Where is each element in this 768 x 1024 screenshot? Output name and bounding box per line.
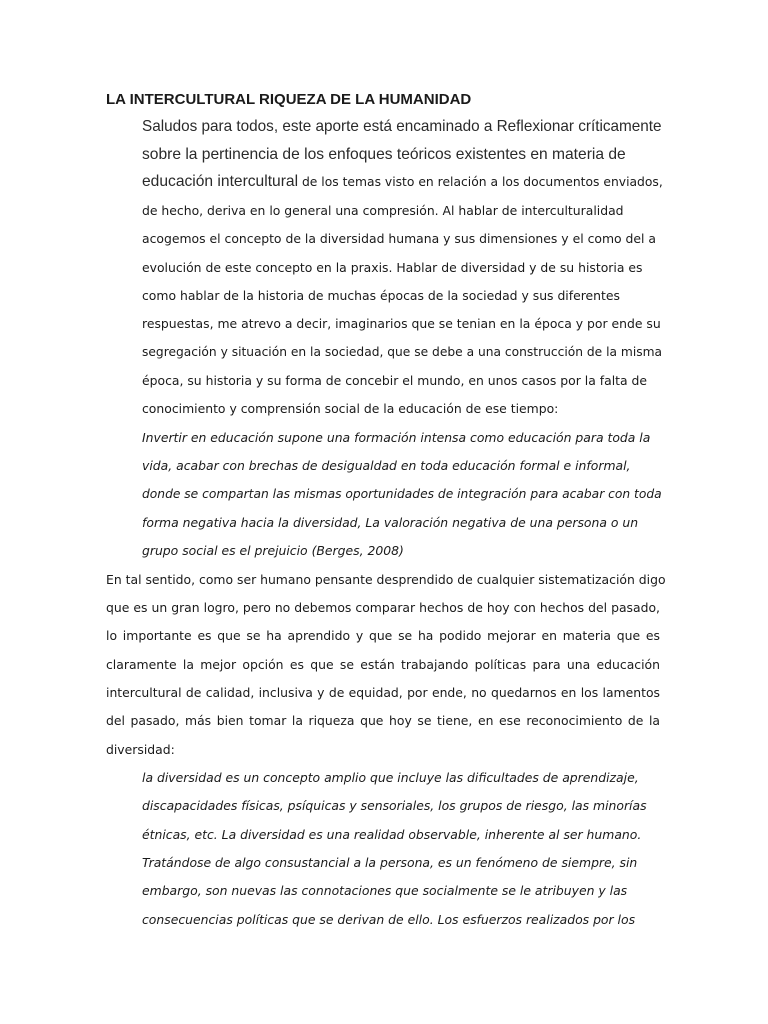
quote-line: donde se compartan las mismas oportunidades de integración para acabar con toda	[142, 487, 662, 501]
paragraph-line: como hablar de la historia de muchas épocas de la sociedad y sus diferentes	[142, 288, 620, 303]
document-title: LA INTERCULTURAL RIQUEZA DE LA HUMANIDAD	[106, 91, 472, 108]
quote-line: la diversidad es un concepto amplio que incluye las dificultades de aprendizaje,	[142, 770, 639, 785]
paragraph-line: del pasado, más bien tomar la riqueza que hoy se tiene, en ese reconocimiento de la	[106, 713, 660, 728]
quote-line: consecuencias políticas que se derivan de ello. Los esfuerzos realizados por los	[142, 912, 636, 927]
paragraph-line: conocimiento y comprensión social de la educación de ese tiempo:	[142, 401, 559, 416]
quote-line: Tratándose de algo consustancial a la persona, es un fenómeno de siempre, sin	[142, 855, 638, 870]
paragraph-line: En tal sentido, como ser humano pensante desprendido de cualquier sistematización digo	[106, 572, 666, 587]
paragraph-line: respuestas, me atrevo a decir, imaginarios que se tenian en la época y por ende su	[142, 316, 661, 331]
paragraph-line: acogemos el concepto de la diversidad humana y sus dimensiones y el como del a	[142, 231, 657, 246]
paragraph-span: educación intercultural	[142, 173, 299, 190]
quote-line: discapacidades físicas, psíquicas y sensoriales, los grupos de riesgo, las minorías	[142, 798, 647, 813]
paragraph-line: sobre la pertinencia de los enfoques teóricos existentes en materia de	[142, 146, 626, 163]
paragraph-line: diversidad:	[106, 742, 175, 757]
paragraph-line: de hecho, deriva en lo general una compresión. Al hablar de interculturalidad	[142, 203, 624, 218]
paragraph-line	[142, 173, 663, 191]
quote-line: Invertir en educación supone una formación intensa como educación para toda la	[142, 430, 651, 445]
paragraph-span: de los temas visto en relación a los documentos enviados,	[298, 175, 663, 189]
quote-line: embargo, son nuevas las connotaciones que socialmente se le atribuyen y las	[142, 883, 628, 898]
paragraph-line: intercultural de calidad, inclusiva y de equidad, por ende, no quedarnos en los lamentos	[106, 685, 660, 700]
quote-line: étnicas, etc. La diversidad es una realidad observable, inherente al ser humano.	[142, 827, 642, 842]
quote-line: grupo social es el prejuicio (Berges, 2008)	[142, 543, 404, 558]
paragraph-line: claramente la mejor opción es que se están trabajando políticas para una educación	[106, 657, 660, 672]
paragraph-line: época, su historia y su forma de concebir el mundo, en unos casos por la falta de	[142, 373, 648, 388]
quote-line: vida, acabar con brechas de desigualdad en toda educación formal e informal,	[142, 458, 631, 473]
paragraph-line: evolución de este concepto en la praxis. Hablar de diversidad y de su historia es	[142, 260, 643, 275]
quote-line: forma negativa hacia la diversidad, La valoración negativa de una persona o un	[142, 515, 639, 530]
paragraph-line: segregación y situación en la sociedad, que se debe a una construcción de la misma	[142, 345, 663, 359]
paragraph-line: Saludos para todos, este aporte está encaminado a Reflexionar críticamente	[142, 118, 662, 135]
paragraph-line: lo importante es que se ha aprendido y que se ha podido mejorar en materia que es	[106, 628, 660, 643]
paragraph-line: que es un gran logro, pero no debemos comparar hechos de hoy con hechos del pasado,	[106, 600, 660, 615]
